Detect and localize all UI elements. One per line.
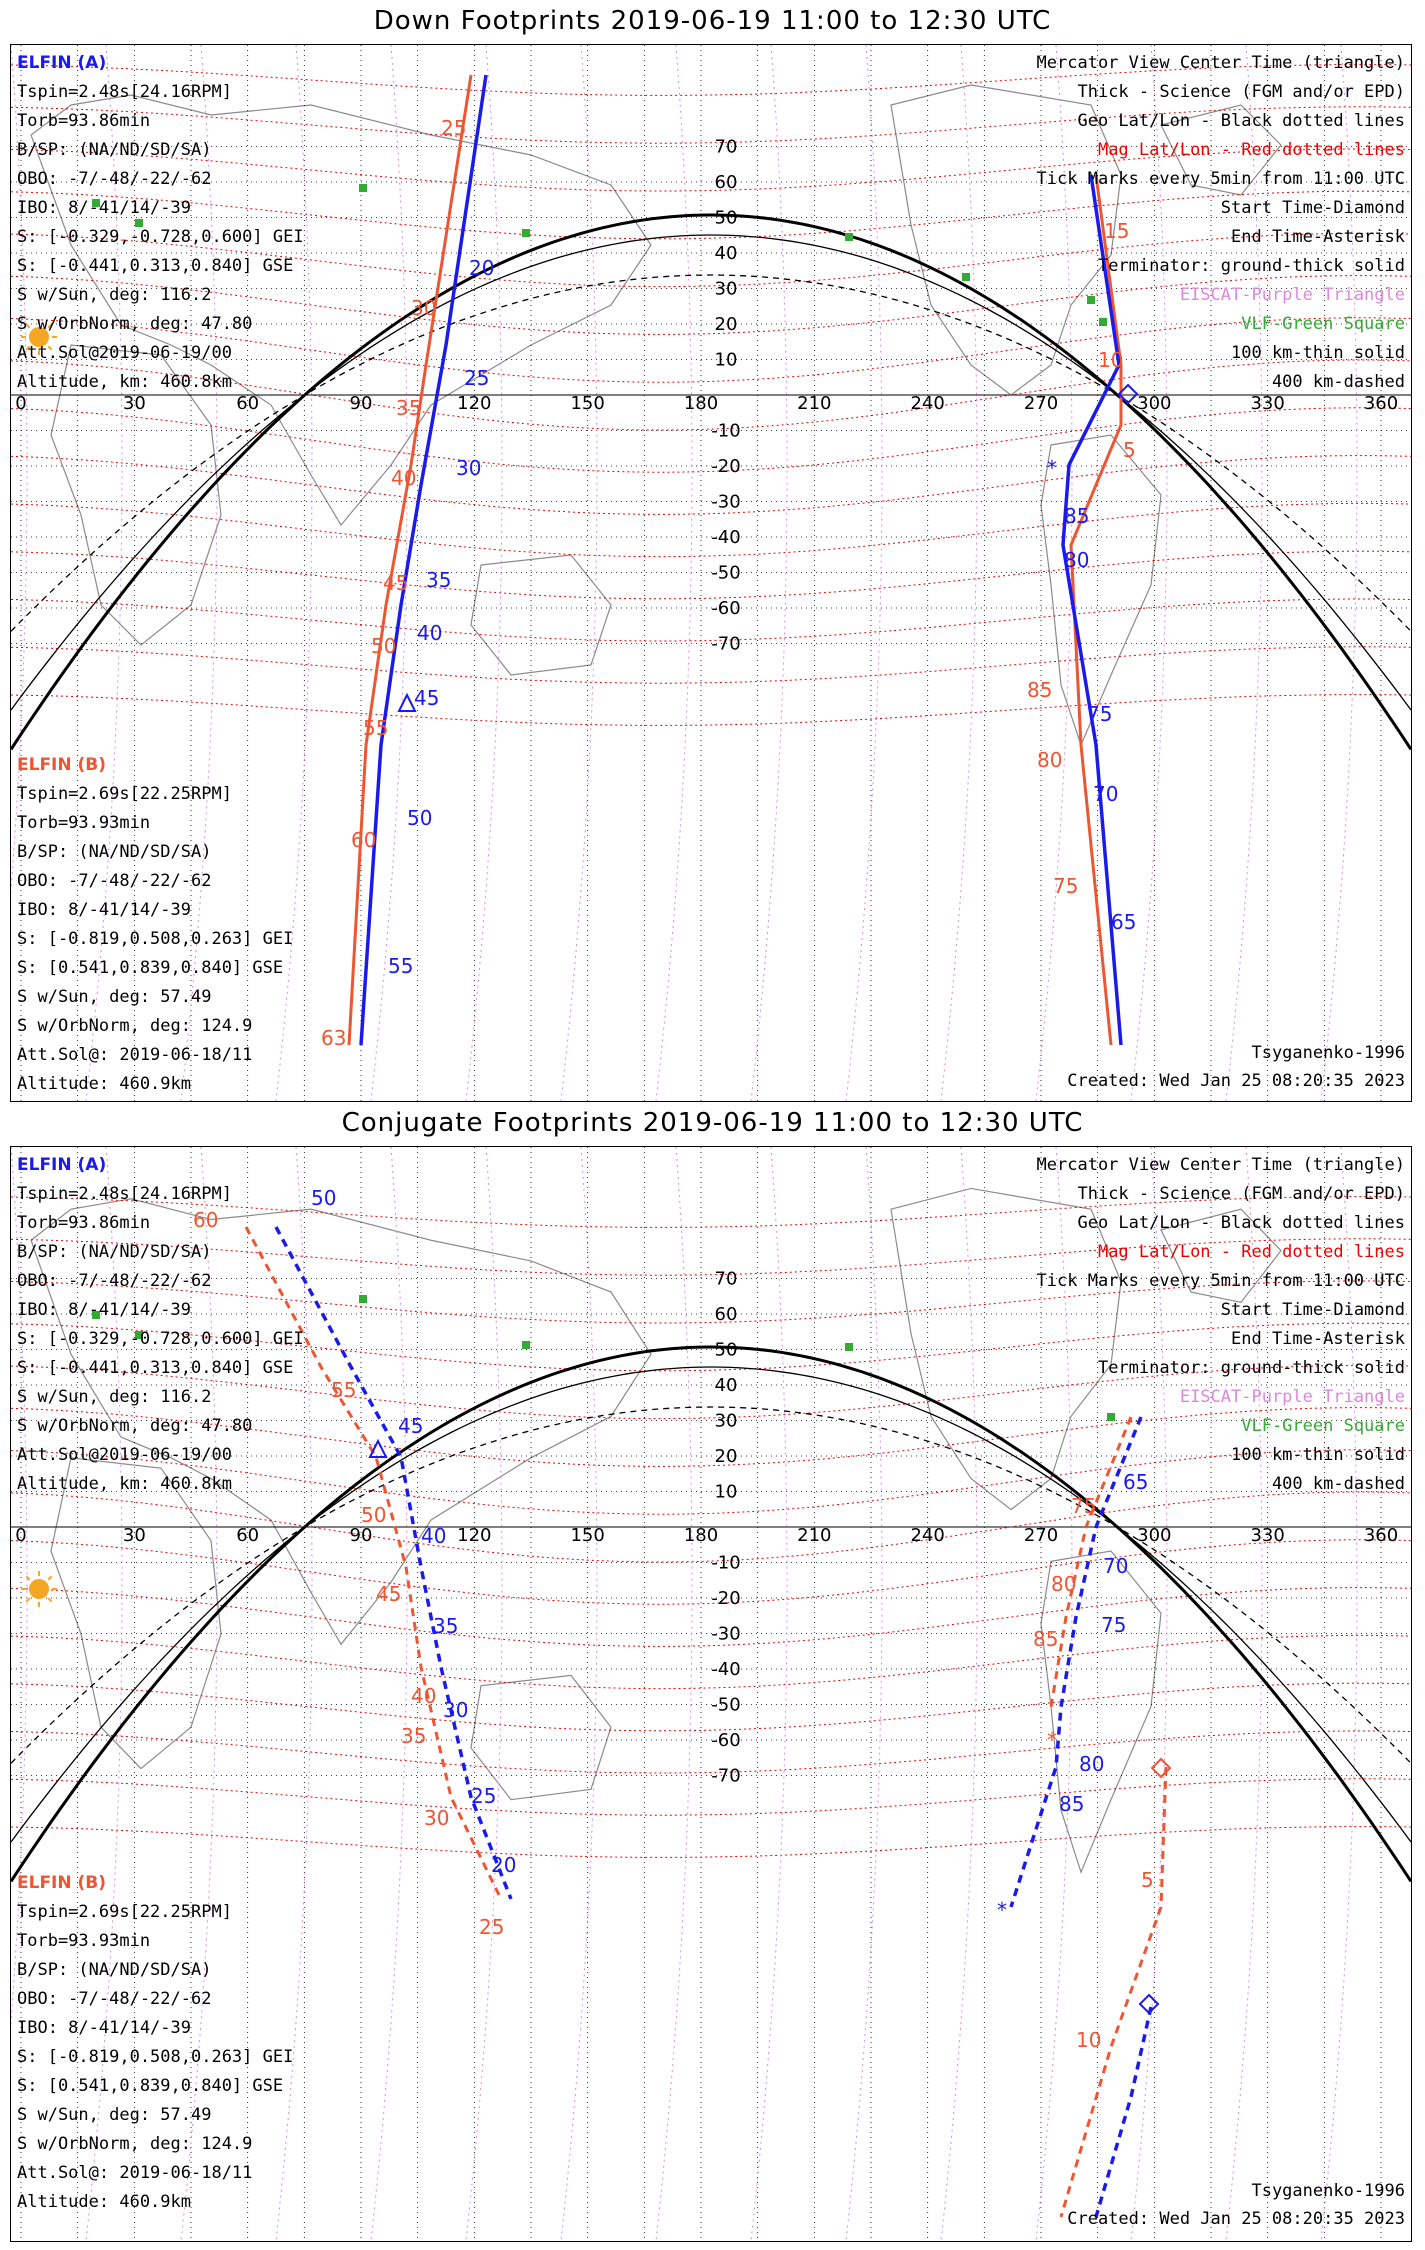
mag-meridian bbox=[846, 45, 882, 1101]
info-line: IBO: 8/-41/14/-39 bbox=[17, 900, 191, 920]
landmass bbox=[1041, 1551, 1161, 1872]
legend-entry: 100 km-thin solid bbox=[1231, 1445, 1405, 1465]
elfin-a-tick-label: 75 bbox=[1101, 1613, 1127, 1637]
lat-tick-label: 30 bbox=[714, 1410, 738, 1432]
end-asterisk: * bbox=[1047, 456, 1057, 480]
mag-meridian bbox=[751, 45, 787, 1101]
elfin-b-tick-label: 85 bbox=[1027, 678, 1053, 702]
info-line: OBO: -7/-48/-22/-62 bbox=[17, 1989, 212, 2009]
elfin-b-tick-label: 10 bbox=[1076, 2028, 1102, 2052]
info-header: ELFIN (A) bbox=[17, 53, 107, 73]
info-line: Torb=93.93min bbox=[17, 813, 151, 833]
mag-meridian bbox=[656, 45, 692, 1101]
lat-tick-label: 50 bbox=[714, 1339, 738, 1361]
lat-tick-label: -10 bbox=[711, 1552, 741, 1574]
info-line: B/SP: (NA/ND/SD/SA) bbox=[17, 140, 212, 160]
lon-tick-label: 120 bbox=[457, 1525, 492, 1546]
lon-tick-label: 270 bbox=[1023, 1525, 1059, 1546]
legend-entry: VLF-Green Square bbox=[1241, 1416, 1405, 1436]
info-line: S w/OrbNorm, deg: 124.9 bbox=[17, 2134, 253, 2154]
elfin-b-tick-label: 75 bbox=[1053, 874, 1079, 898]
info-line: Tspin=2.48s[24.16RPM] bbox=[17, 1184, 232, 1204]
legend-entry: 400 km-dashed bbox=[1271, 372, 1405, 392]
lat-tick-label: -40 bbox=[711, 1659, 741, 1680]
elfin-a-tick-label: 80 bbox=[1079, 1752, 1105, 1776]
legend-entry: Terminator: ground-thick solid bbox=[1097, 1358, 1405, 1378]
lat-tick-label: -70 bbox=[711, 1765, 741, 1787]
elfin-b-tick-label: 75 bbox=[1071, 1494, 1097, 1518]
lon-tick-label: 150 bbox=[570, 393, 605, 414]
panel-title-conjugate: Conjugate Footprints 2019-06-19 11:00 to 12:30 UTC bbox=[341, 1108, 1084, 1138]
lon-tick-label: 270 bbox=[1023, 393, 1059, 414]
vlf-station-square bbox=[845, 1343, 853, 1351]
elfin-b-tick-label: 30 bbox=[411, 296, 437, 320]
sun-ray bbox=[48, 1576, 52, 1580]
lat-tick-label: 70 bbox=[714, 136, 738, 158]
elfin-a-tick-label: 30 bbox=[456, 456, 482, 480]
mag-meridian bbox=[561, 45, 597, 1101]
info-header: ELFIN (B) bbox=[17, 1873, 107, 1893]
vlf-station-square bbox=[359, 1295, 367, 1303]
info-line: Tspin=2.69s[22.25RPM] bbox=[17, 1902, 232, 1922]
mag-meridian bbox=[371, 1147, 407, 2241]
elfin-a-tick-label: 65 bbox=[1111, 910, 1137, 934]
elfin-b-tick-label: 25 bbox=[441, 116, 467, 140]
vlf-station-square bbox=[522, 1341, 530, 1349]
elfin-b-tick-label: 30 bbox=[424, 1806, 450, 1830]
legend-entry: VLF-Green Square bbox=[1241, 314, 1405, 334]
legend-entry: Tick Marks every 5min from 11:00 UTC bbox=[1036, 1271, 1405, 1291]
elfin-a-tick-label: 50 bbox=[311, 1186, 337, 1210]
elfin-a-tick-label: 70 bbox=[1103, 1554, 1129, 1578]
lat-tick-label: 10 bbox=[714, 1481, 738, 1503]
elfin-a-info bbox=[17, 1151, 304, 1499]
model-label: Tsyganenko-1996 bbox=[1251, 1043, 1405, 1063]
lon-tick-label: 240 bbox=[910, 1525, 945, 1546]
elfin-b-tick-label: 80 bbox=[1051, 1572, 1077, 1596]
elfin-b-info bbox=[17, 751, 293, 1099]
map-legend bbox=[1037, 1151, 1405, 1499]
legend-entry: Thick - Science (FGM and/or EPD) bbox=[1077, 82, 1405, 102]
info-line: S w/OrbNorm, deg: 47.80 bbox=[17, 1416, 253, 1436]
vlf-station-square bbox=[845, 233, 853, 241]
elfin-a-tick-label: 75 bbox=[1087, 702, 1113, 726]
elfin-b-tick-label: 25 bbox=[479, 1915, 505, 1939]
lon-tick-label: 300 bbox=[1137, 1525, 1172, 1546]
lon-tick-label: 90 bbox=[349, 1525, 373, 1546]
legend-entry: Mercator View Center Time (triangle) bbox=[1036, 53, 1405, 73]
lon-tick-label: 60 bbox=[236, 393, 260, 414]
lat-tick-label: -40 bbox=[711, 527, 741, 548]
lat-tick-label: -70 bbox=[711, 633, 741, 655]
elfin-b-tick-label: 80 bbox=[1037, 748, 1063, 772]
mag-meridian bbox=[656, 1147, 692, 2241]
legend-entry: Mag Lat/Lon - Red dotted lines bbox=[1097, 1242, 1405, 1262]
elfin-a-tick-label: 25 bbox=[471, 1784, 497, 1808]
legend-entry: Thick - Science (FGM and/or EPD) bbox=[1077, 1184, 1405, 1204]
mag-meridian bbox=[941, 1147, 977, 2241]
elfin-b-tick-label: 60 bbox=[351, 828, 377, 852]
lat-tick-label: -60 bbox=[711, 598, 741, 619]
landmass bbox=[471, 1675, 611, 1799]
lon-tick-label: 300 bbox=[1137, 393, 1172, 414]
mag-latitude bbox=[11, 695, 1411, 726]
legend-entry: EISCAT-Purple Triangle bbox=[1179, 285, 1405, 305]
elfin-b-tick-label: 10 bbox=[1098, 348, 1124, 372]
elfin-b-tick-label: 35 bbox=[396, 396, 422, 420]
elfin-b-tick-label: 5 bbox=[1141, 1868, 1154, 1892]
info-line: B/SP: (NA/ND/SD/SA) bbox=[17, 1960, 212, 1980]
info-line: Altitude, km: 460.8km bbox=[17, 1474, 232, 1494]
legend-entry: Geo Lat/Lon - Black dotted lines bbox=[1077, 1213, 1405, 1233]
lat-tick-label: -50 bbox=[711, 562, 741, 584]
panel-title-down: Down Footprints 2019-06-19 11:00 to 12:30 UTC bbox=[373, 6, 1052, 36]
info-line: S w/Sun, deg: 116.2 bbox=[17, 1387, 212, 1407]
info-line: IBO: 8/-41/14/-39 bbox=[17, 198, 191, 218]
model-label: Tsyganenko-1996 bbox=[1251, 2181, 1405, 2201]
mag-meridian bbox=[466, 45, 502, 1101]
info-line: S w/OrbNorm, deg: 47.80 bbox=[17, 314, 253, 334]
info-line: Att.Sol@2019-06-19/00 bbox=[17, 1445, 232, 1465]
created-timestamp: Created: Wed Jan 25 08:20:35 2023 bbox=[1067, 1071, 1405, 1091]
elfin-a-tick-label: 50 bbox=[407, 806, 433, 830]
lat-tick-label: -30 bbox=[711, 1623, 741, 1645]
legend-entry: Geo Lat/Lon - Black dotted lines bbox=[1077, 111, 1405, 131]
vlf-station-square bbox=[359, 184, 367, 192]
info-line: Altitude, km: 460.8km bbox=[17, 372, 232, 392]
legend-entry: Start Time-Diamond bbox=[1220, 1300, 1405, 1320]
elfin-b-tick-label: 15 bbox=[1104, 219, 1130, 243]
lat-tick-label: 40 bbox=[714, 243, 738, 264]
lat-tick-label: -20 bbox=[711, 456, 741, 477]
lat-tick-label: -20 bbox=[711, 1588, 741, 1609]
elfin-b-tick-label: 55 bbox=[363, 716, 389, 740]
elfin-a-info bbox=[17, 49, 304, 397]
elfin-a-tick-label: 20 bbox=[469, 256, 495, 280]
info-line: OBO: -7/-48/-22/-62 bbox=[17, 169, 212, 189]
lat-tick-label: -60 bbox=[711, 1730, 741, 1751]
lon-tick-label: 30 bbox=[122, 393, 146, 414]
created-timestamp: Created: Wed Jan 25 08:20:35 2023 bbox=[1067, 2209, 1405, 2229]
info-line: Att.Sol@: 2019-06-18/11 bbox=[17, 2163, 253, 2183]
elfin-b-tick-label: 40 bbox=[411, 1684, 437, 1708]
vlf-station-square bbox=[962, 273, 970, 281]
info-line: S w/Sun, deg: 57.49 bbox=[17, 2105, 212, 2125]
landmass bbox=[1041, 435, 1161, 745]
lon-tick-label: 330 bbox=[1250, 393, 1285, 414]
lat-tick-label: 20 bbox=[714, 1446, 738, 1467]
info-line: S: [-0.329,-0.728,0.600] GEI bbox=[17, 227, 304, 247]
elfin-a-tick-label: 25 bbox=[464, 366, 490, 390]
lon-tick-label: 360 bbox=[1363, 393, 1399, 414]
legend-entry: Mag Lat/Lon - Red dotted lines bbox=[1097, 140, 1405, 160]
elfin-b-tick-label: 45 bbox=[376, 1582, 402, 1606]
lon-tick-label: 180 bbox=[683, 1525, 719, 1546]
lon-tick-label: 0 bbox=[15, 1525, 27, 1546]
end-asterisk: * bbox=[997, 1898, 1007, 1922]
info-line: B/SP: (NA/ND/SD/SA) bbox=[17, 1242, 212, 1262]
lat-tick-label: -50 bbox=[711, 1694, 741, 1716]
elfin-a-tick-label: 70 bbox=[1093, 782, 1119, 806]
info-line: Torb=93.86min bbox=[17, 111, 151, 131]
lat-tick-label: 20 bbox=[714, 314, 738, 335]
legend-entry: End Time-Asterisk bbox=[1231, 1329, 1405, 1349]
lon-tick-label: 330 bbox=[1250, 1525, 1285, 1546]
elfin-b-tick-label: 40 bbox=[391, 466, 417, 490]
mag-latitude bbox=[11, 1827, 1411, 1858]
mag-meridian bbox=[751, 1147, 787, 2241]
lat-tick-label: 50 bbox=[714, 207, 738, 229]
info-line: Tspin=2.48s[24.16RPM] bbox=[17, 82, 232, 102]
lat-tick-label: 10 bbox=[714, 349, 738, 371]
mag-meridian bbox=[941, 45, 977, 1101]
lon-tick-label: 150 bbox=[570, 1525, 605, 1546]
elfin-a-tick-label: 35 bbox=[426, 568, 452, 592]
lat-tick-label: 40 bbox=[714, 1375, 738, 1396]
info-line: S: [-0.441,0.313,0.840] GSE bbox=[17, 256, 294, 276]
legend-entry: 100 km-thin solid bbox=[1231, 343, 1405, 363]
elfin-a-tick-label: 85 bbox=[1059, 1792, 1085, 1816]
end-asterisk: * bbox=[1047, 1728, 1057, 1752]
legend-entry: Start Time-Diamond bbox=[1220, 198, 1405, 218]
lon-tick-label: 210 bbox=[797, 1525, 832, 1546]
info-line: Att.Sol@2019-06-19/00 bbox=[17, 343, 232, 363]
info-line: Torb=93.93min bbox=[17, 1931, 151, 1951]
info-line: S: [-0.819,0.508,0.263] GEI bbox=[17, 929, 294, 949]
elfin-b-tick-label: 50 bbox=[361, 1503, 387, 1527]
info-line: Att.Sol@: 2019-06-18/11 bbox=[17, 1045, 253, 1065]
elfin-a-tick-label: 80 bbox=[1064, 548, 1090, 572]
landmass bbox=[471, 555, 611, 675]
elfin-a-tick-label: 40 bbox=[417, 621, 443, 645]
elfin-b-tick-label: 85 bbox=[1033, 1627, 1059, 1651]
lon-tick-label: 120 bbox=[457, 393, 492, 414]
legend-entry: Mercator View Center Time (triangle) bbox=[1036, 1155, 1405, 1175]
legend-entry: EISCAT-Purple Triangle bbox=[1179, 1387, 1405, 1407]
lon-tick-label: 360 bbox=[1363, 1525, 1399, 1546]
lon-tick-label: 90 bbox=[349, 393, 373, 414]
info-header: ELFIN (B) bbox=[17, 755, 107, 775]
lat-tick-label: 60 bbox=[714, 172, 738, 193]
lat-tick-label: -10 bbox=[711, 420, 741, 442]
elfin-a-tick-label: 45 bbox=[414, 686, 440, 710]
elfin-a-tick-label: 20 bbox=[491, 1853, 517, 1877]
elfin-a-tick-label: 85 bbox=[1064, 504, 1090, 528]
elfin-b-tick-label: 45 bbox=[383, 571, 409, 595]
info-line: S w/Sun, deg: 116.2 bbox=[17, 285, 212, 305]
lat-tick-label: 30 bbox=[714, 278, 738, 300]
info-line: IBO: 8/-41/14/-39 bbox=[17, 2018, 191, 2038]
elfin-a-tick-label: 30 bbox=[443, 1698, 469, 1722]
elfin-b-track-south bbox=[1061, 1767, 1166, 2217]
sun-ray bbox=[26, 1598, 30, 1602]
elfin-b-tick-label: 55 bbox=[331, 1378, 357, 1402]
elfin-b-tick-label: 35 bbox=[401, 1724, 427, 1748]
elfin-b-tick-label: 5 bbox=[1123, 438, 1136, 462]
elfin-b-info bbox=[17, 1869, 293, 2217]
elfin-a-tick-label: 35 bbox=[433, 1614, 459, 1638]
info-line: S: [0.541,0.839,0.840] GSE bbox=[17, 958, 284, 978]
elfin-a-track-south bbox=[1096, 2007, 1151, 2217]
sun-ray bbox=[48, 1598, 52, 1602]
view-center-triangle bbox=[399, 695, 415, 711]
info-line: S w/OrbNorm, deg: 124.9 bbox=[17, 1016, 253, 1036]
elfin-a-tick-label: 65 bbox=[1123, 1470, 1149, 1494]
info-line: OBO: -7/-48/-22/-62 bbox=[17, 871, 212, 891]
info-line: B/SP: (NA/ND/SD/SA) bbox=[17, 842, 212, 862]
lon-tick-label: 240 bbox=[910, 393, 945, 414]
elfin-a-tick-label: 55 bbox=[388, 954, 414, 978]
mag-meridian bbox=[561, 1147, 597, 2241]
lon-tick-label: 0 bbox=[15, 393, 27, 414]
map-panel-conjugate bbox=[10, 1146, 1412, 2242]
mag-meridian bbox=[846, 1147, 882, 2241]
lat-tick-label: 70 bbox=[714, 1268, 738, 1290]
info-line: IBO: 8/-41/14/-39 bbox=[17, 1300, 191, 1320]
elfin-b-tick-label: 63 bbox=[321, 1026, 347, 1050]
info-line: Altitude: 460.9km bbox=[17, 2192, 191, 2212]
landmass bbox=[51, 1458, 221, 1769]
info-line: Altitude: 460.9km bbox=[17, 1074, 191, 1094]
legend-entry: Terminator: ground-thick solid bbox=[1097, 256, 1405, 276]
info-line: S: [-0.819,0.508,0.263] GEI bbox=[17, 2047, 294, 2067]
sun-icon bbox=[29, 1579, 49, 1599]
legend-entry: 400 km-dashed bbox=[1271, 1474, 1405, 1494]
info-header: ELFIN (A) bbox=[17, 1155, 107, 1175]
vlf-station-square bbox=[522, 229, 530, 237]
elfin-a-tick-label: 40 bbox=[421, 1524, 447, 1548]
info-line: S: [-0.329,-0.728,0.600] GEI bbox=[17, 1329, 304, 1349]
lat-tick-label: -30 bbox=[711, 491, 741, 513]
lat-tick-label: 60 bbox=[714, 1304, 738, 1325]
elfin-a-track-west bbox=[361, 75, 486, 1045]
info-line: OBO: -7/-48/-22/-62 bbox=[17, 1271, 212, 1291]
map-panel-down bbox=[10, 44, 1412, 1102]
elfin-a-tick-label: 45 bbox=[398, 1414, 424, 1438]
lon-tick-label: 60 bbox=[236, 1525, 260, 1546]
lon-tick-label: 30 bbox=[122, 1525, 146, 1546]
legend-entry: Tick Marks every 5min from 11:00 UTC bbox=[1036, 169, 1405, 189]
map-legend bbox=[1037, 49, 1405, 397]
lon-tick-label: 180 bbox=[683, 393, 719, 414]
info-line: S w/Sun, deg: 57.49 bbox=[17, 987, 212, 1007]
legend-entry: End Time-Asterisk bbox=[1231, 227, 1405, 247]
info-line: Torb=93.86min bbox=[17, 1213, 151, 1233]
info-line: S: [-0.441,0.313,0.840] GSE bbox=[17, 1358, 294, 1378]
lon-tick-label: 210 bbox=[797, 393, 832, 414]
elfin-b-tick-label: 60 bbox=[193, 1208, 219, 1232]
elfin-b-tick-label: 50 bbox=[371, 634, 397, 658]
info-line: S: [0.541,0.839,0.840] GSE bbox=[17, 2076, 284, 2096]
info-line: Tspin=2.69s[22.25RPM] bbox=[17, 784, 232, 804]
